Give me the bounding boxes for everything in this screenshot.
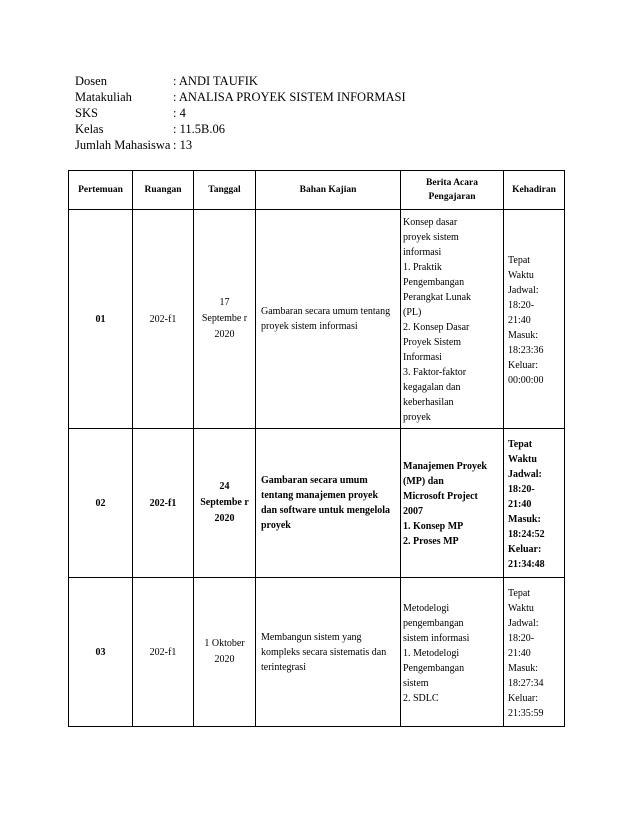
cell-line: 1. Praktik [403,262,442,273]
date-text: 1 Oktober 2020 [204,638,245,665]
cell-line: Perangkat Lunak [403,292,472,303]
header-ruangan: Ruangan [133,171,194,210]
date-text: 24 Septembe r 2020 [200,481,249,524]
cell-line: 18:24:52 [508,528,545,540]
cell-line: 2007 [403,506,423,517]
cell-line: Proyek Sistem [403,337,462,348]
cell-line: sistem informasi [403,632,470,644]
cell-ruangan: 202-f1 [133,210,194,429]
info-value: : 13 [173,138,193,152]
header-tanggal: Tanggal [194,171,256,210]
cell-line: 3. Faktor-faktor [403,367,467,378]
cell-line: Metodelogi [403,602,450,614]
info-value: : ANDI TAUFIK [173,74,258,88]
info-value: : 11.5B.06 [173,122,225,136]
info-label: Matakuliah [75,90,132,104]
cell-ruangan: 202-f1 [133,578,194,727]
cell-line: 18:20- [508,483,535,495]
cell-line: Manajemen Proyek [403,461,487,472]
cell-line: Konsep dasar [403,217,458,228]
header-pertemuan: Pertemuan [69,171,133,210]
cell-kehadiran [504,429,565,578]
cell-line: Waktu [508,453,537,465]
info-label: Kelas [75,122,104,136]
info-row-matakuliah [75,89,406,105]
cell-bahan-kajian: Gambaran secara umum tentang proyek sistem informasi [256,210,401,429]
cell-berita-acara [401,210,504,429]
cell-line: kegagalan dan [403,382,461,393]
cell-line: 18:23:36 [508,344,544,356]
cell-line: 21:40 [508,498,532,510]
cell-line: proyek sistem [403,232,459,243]
cell-tanggal [194,429,256,578]
info-row-kelas [75,121,406,137]
cell-line: Jadwal: [508,468,542,480]
cell-line: Keluar: [508,359,538,371]
cell-line: (MP) dan [403,476,444,487]
cell-line: 18:20- [508,299,535,311]
info-label: Dosen [75,74,107,88]
cell-line: Pengembangan [403,277,465,288]
cell-line: 18:27:34 [508,677,544,689]
info-row-dosen [75,73,406,89]
table-header-row [69,171,565,210]
cell-ruangan: 202-f1 [133,429,194,578]
info-value: : 4 [173,106,186,120]
cell-pertemuan: 01 [69,210,133,429]
cell-line: Informasi [403,352,442,363]
header-bahan-kajian: Bahan Kajian [256,171,401,210]
cell-line: (PL) [403,307,422,318]
info-row-jumlah-mahasiswa [75,137,406,153]
cell-line: proyek [403,412,431,423]
cell-line: Jadwal: [508,284,539,296]
cell-berita-acara [401,578,504,727]
cell-line: sistem [403,677,429,689]
cell-line: 1. Metodelogi [403,647,460,659]
header-kehadiran: Kehadiran [504,171,565,210]
cell-kehadiran [504,578,565,727]
info-label: Jumlah Mahasiswa [75,138,171,152]
header-berita-acara: Berita Acara Pengajaran [401,171,504,210]
cell-line: informasi [403,247,442,258]
cell-pertemuan: 02 [69,429,133,578]
cell-line: Keluar: [508,692,538,704]
cell-line: Waktu [508,269,534,281]
table-row [69,210,565,429]
attendance-table [68,170,565,727]
cell-line: Tepat [508,254,531,266]
cell-line: Microsoft Project [403,491,478,502]
cell-line: 21:35:59 [508,707,544,719]
cell-pertemuan: 03 [69,578,133,727]
cell-line: Pengembangan [403,662,465,674]
info-row-sks [75,105,406,121]
cell-bahan-kajian: Gambaran secara umum tentang manajemen proyek dan software untuk mengelola proyek [256,429,401,578]
info-value: : ANALISA PROYEK SISTEM INFORMASI [173,90,406,104]
cell-line: 1. Konsep MP [403,521,464,532]
cell-line: Tepat [508,438,533,450]
cell-line: 00:00:00 [508,374,544,386]
cell-line: 21:34:48 [508,558,545,570]
cell-line: keberhasilan [403,397,454,408]
cell-line: Keluar: [508,543,542,555]
course-info [75,73,406,153]
cell-tanggal [194,210,256,429]
info-label: SKS [75,106,98,120]
cell-line: Masuk: [508,513,541,525]
cell-tanggal [194,578,256,727]
cell-kehadiran [504,210,565,429]
table-row [69,578,565,727]
cell-line: Waktu [508,602,534,614]
cell-line: 2. Proses MP [403,536,459,547]
cell-line: Tepat [508,587,531,599]
table-row [69,429,565,578]
cell-line: pengembangan [403,617,464,629]
cell-line: 21:40 [508,314,531,326]
cell-bahan-kajian: Membangun sistem yang kompleks secara sistematis dan terintegrasi [256,578,401,727]
cell-line: 2. SDLC [403,692,439,704]
cell-line: 2. Konsep Dasar [403,322,470,333]
date-text: 17 Septembe r 2020 [201,297,248,340]
cell-line: 21:40 [508,647,531,659]
cell-line: Masuk: [508,329,538,341]
cell-line: Masuk: [508,662,538,674]
cell-berita-acara [401,429,504,578]
cell-line: 18:20- [508,632,535,644]
cell-line: Jadwal: [508,617,539,629]
